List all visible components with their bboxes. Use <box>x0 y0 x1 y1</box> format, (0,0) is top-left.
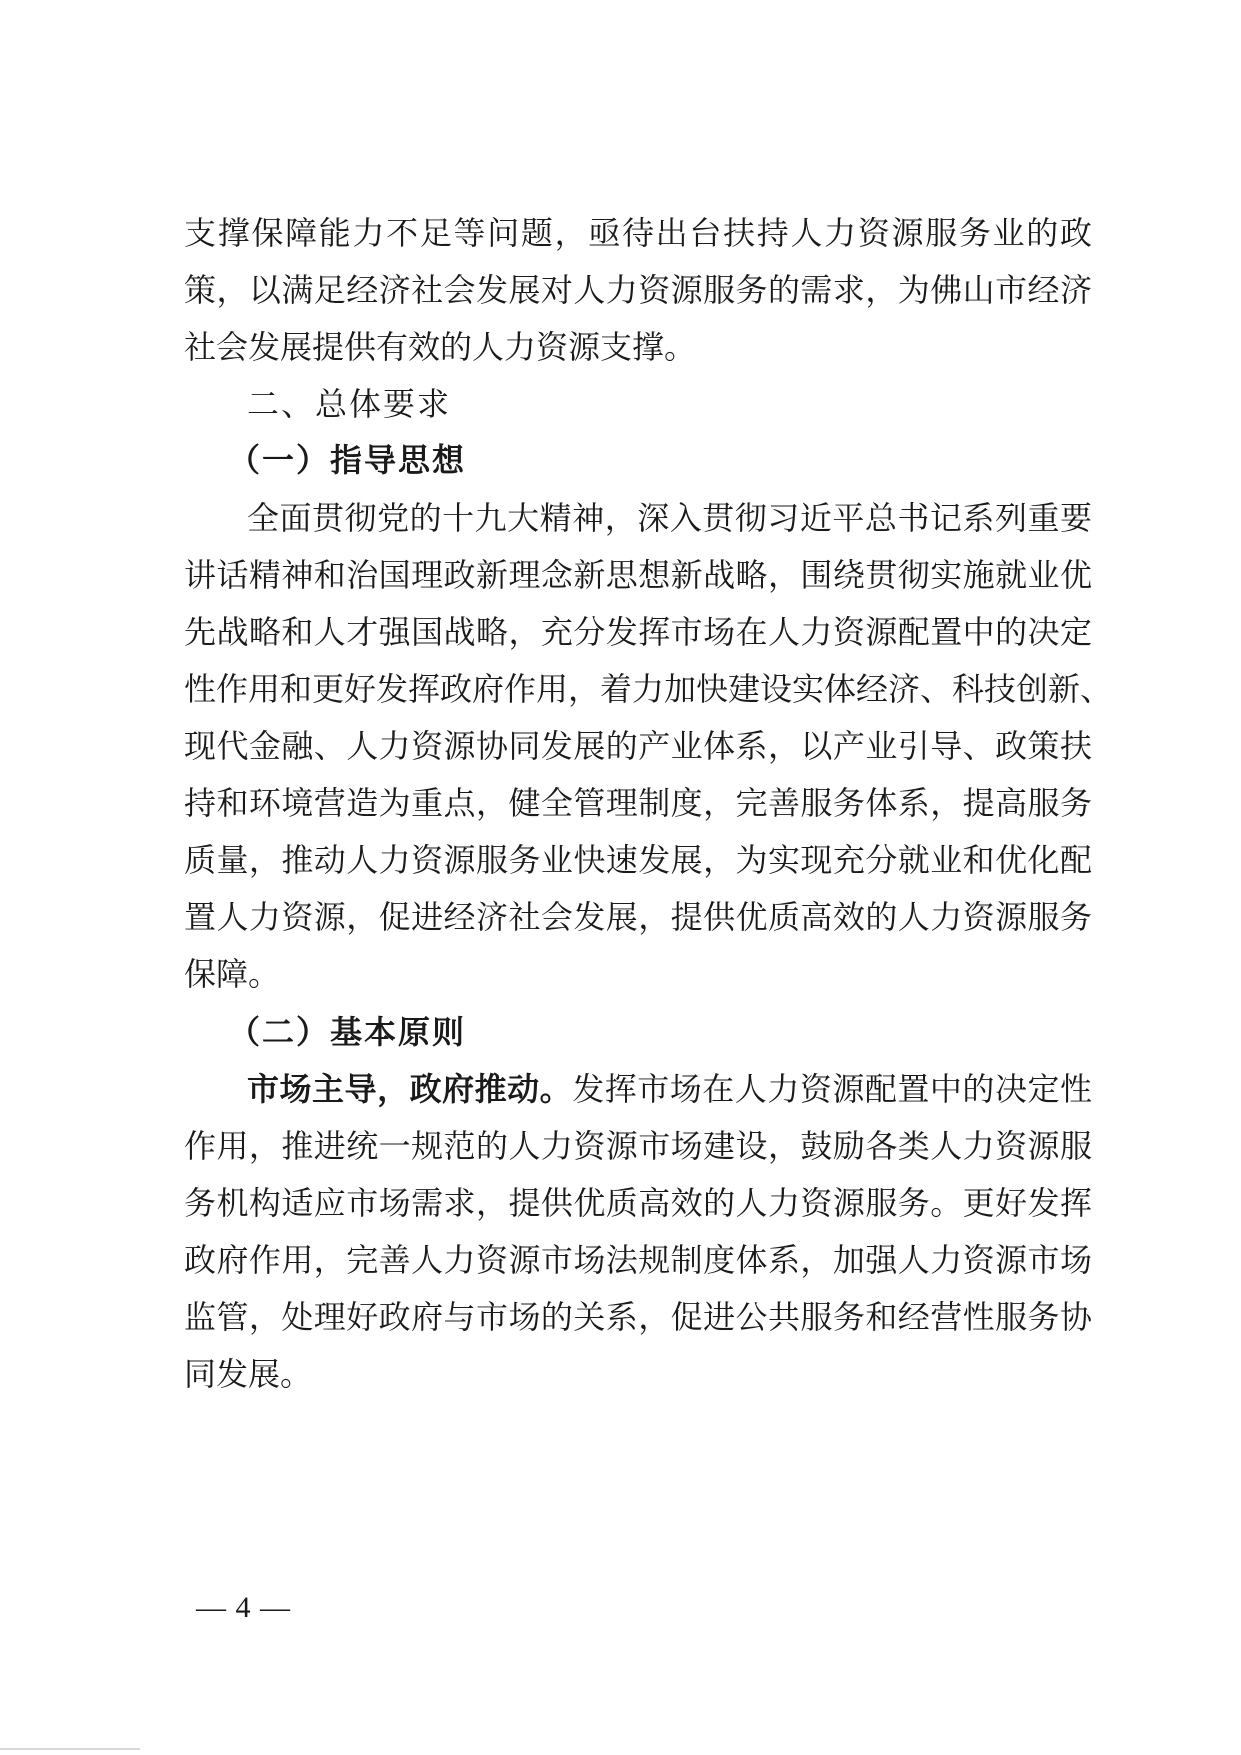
page-number: — 4 — <box>196 1591 291 1624</box>
guiding-ideology-line-7: 质量，推动人力资源服务业快速发展，为实现充分就业和优化配 <box>184 841 1092 879</box>
guiding-ideology-line-2: 讲话精神和治国理政新理念新思想新战略，围绕贯彻实施就业优 <box>184 556 1092 594</box>
guiding-ideology-line-1: 全面贯彻党的十九大精神，深入贯彻习近平总书记系列重要 <box>247 499 1092 537</box>
scan-edge-divider <box>0 1748 140 1750</box>
principle-1-line-1 <box>247 1066 1092 1112</box>
guiding-ideology-line-8: 置人力资源，促进经济社会发展，提供优质高效的人力资源服务 <box>184 898 1092 936</box>
principle-1-line-2: 作用，推进统一规范的人力资源市场建设，鼓励各类人力资源服 <box>184 1127 1092 1165</box>
principle-1-line-6: 同发展。 <box>184 1355 313 1393</box>
guiding-ideology-line-9: 保障。 <box>184 955 281 993</box>
principle-1-line-3: 务机构适应市场需求，提供优质高效的人力资源服务。更好发挥 <box>184 1184 1092 1222</box>
intro-line-1: 支撑保障能力不足等问题，亟待出台扶持人力资源服务业的政 <box>184 214 1092 252</box>
guiding-ideology-line-3: 先战略和人才强国战略，充分发挥市场在人力资源配置中的决定 <box>184 613 1092 651</box>
principle-1-lead: 市场主导，政府推动。 <box>247 1070 573 1108</box>
subheading-basic-principles: （二）基本原则 <box>228 1013 467 1051</box>
principle-1-line-4: 政府作用，完善人力资源市场法规制度体系，加强人力资源市场 <box>184 1241 1092 1279</box>
subheading-guiding-ideology: （一）指导思想 <box>228 441 467 479</box>
guiding-ideology-line-6: 持和环境营造为重点，健全管理制度，完善服务体系，提高服务 <box>184 784 1092 822</box>
guiding-ideology-line-5: 现代金融、人力资源协同发展的产业体系，以产业引导、政策扶 <box>184 727 1092 765</box>
intro-line-2: 策，以满足经济社会发展对人力资源服务的需求，为佛山市经济 <box>184 271 1092 309</box>
intro-line-3: 社会发展提供有效的人力资源支撑。 <box>184 328 697 366</box>
guiding-ideology-line-4: 性作用和更好发挥政府作用，着力加快建设实体经济、科技创新、 <box>184 670 1113 708</box>
principle-1-first-rest: 发挥市场在人力资源配置中的决定性 <box>572 1070 1092 1108</box>
principle-1-line-5: 监管，处理好政府与市场的关系，促进公共服务和经营性服务协 <box>184 1298 1092 1336</box>
section-heading: 二、总体要求 <box>247 385 452 423</box>
